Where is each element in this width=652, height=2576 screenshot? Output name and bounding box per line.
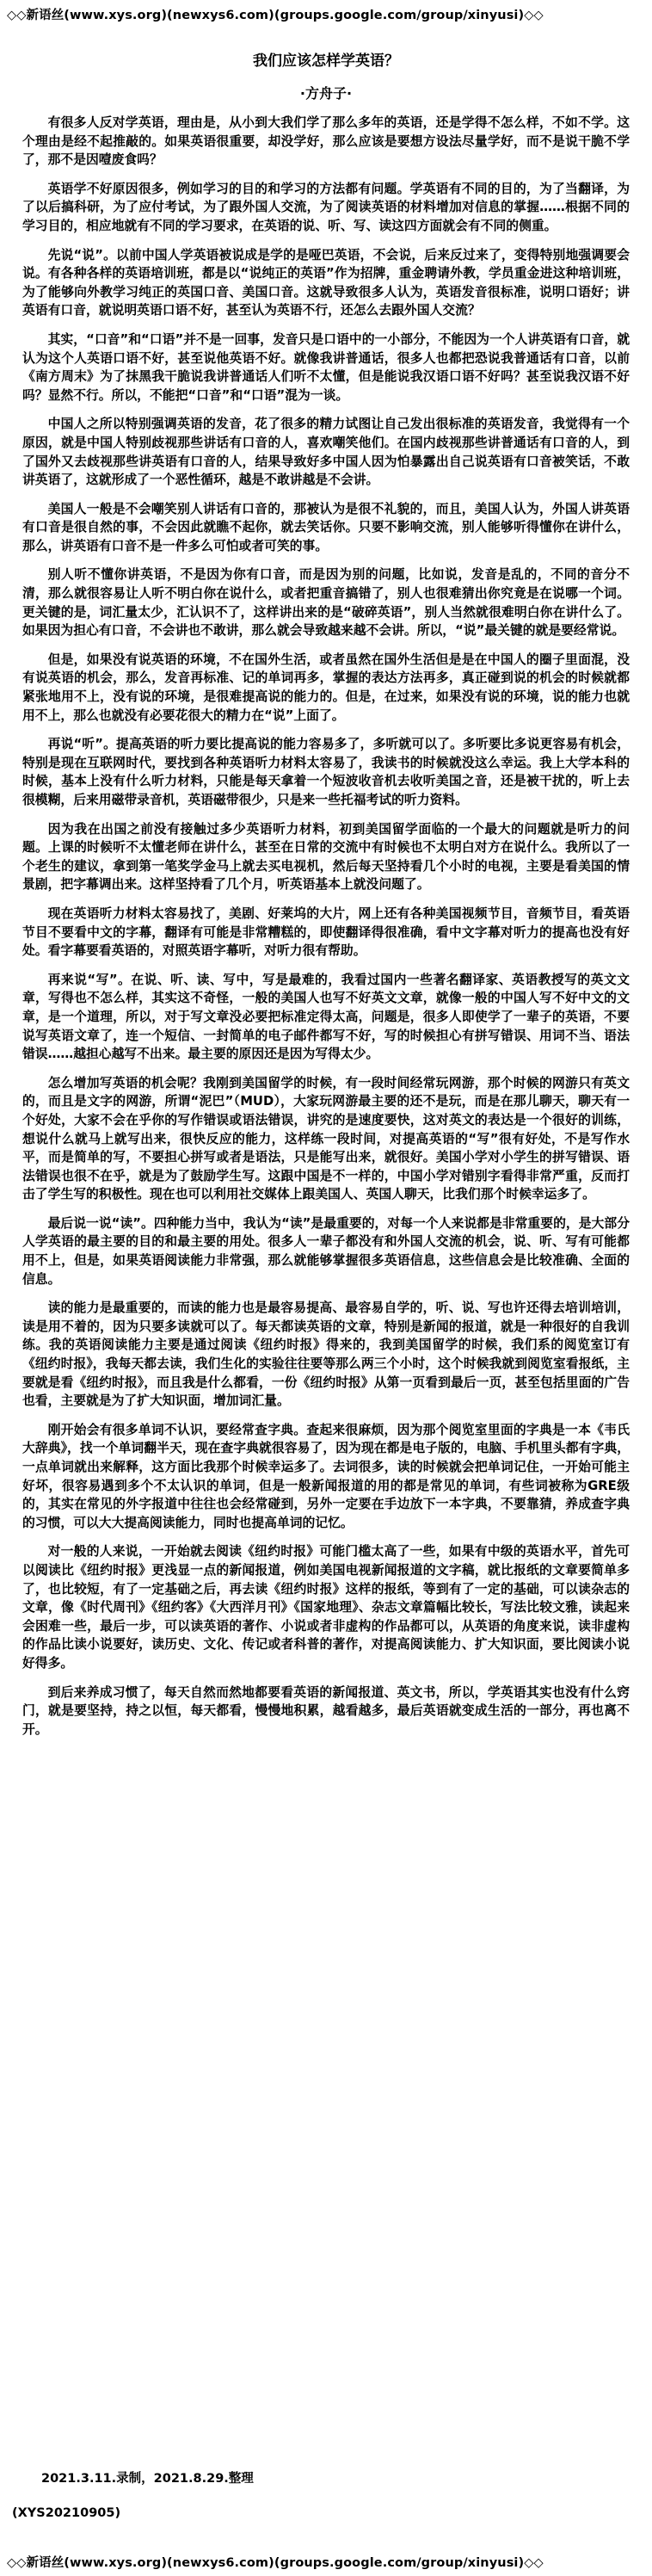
paragraph: 中国人之所以特别强调英语的发音，花了很多的精力试图让自己发出很标准的英语发音，我觉得有一个原因，就是中国人特别歧视那些讲话有口音的人，喜欢嘲笑他们。在国内歧视那些讲普通话有口音的人，到了国外又去歧视那些讲英语有口音的人，结果导致好多中国人因为怕暴露出自己说英语有口音被笑话，不敢讲英语了，这就形成了一个恶性循环，越是不敢讲越是不会讲。	[22, 417, 630, 488]
paragraph: 刚开始会有很多单词不认识，要经常查字典。查起来很麻烦，因为那个阅览室里面的字典是一本《韦氏大辞典》，找一个单词翻半天，现在查字典就很容易了，因为现在都是电子版的，电脑、手机里头都有字典，一点单词就出来解释，这方面比我那个时候幸运多了。去词很多，读的时候就会把单词记住，一开始可能主好坏，很容易遇到多个不太认识的单词，但是一般新闻报道的用的都是常见的单词，有些词被称为GRE级的，其实在常见的外字报道中往往也会经常碰到，另外一定要在手边放下一本字典，不要靠猜，养成查字典的习惯，可以大大提高阅读能力，同时也提高单词的记忆。	[22, 1422, 630, 1530]
paragraph: 有很多人反对学英语，理由是，从小到大我们学了那么多年的英语，还是学得不怎么样，不如不学。这个理由是经不起推敲的。如果英语很重要，却没学好，那么应该是要想方设法尽量学好，而不是说干脆不学了，那不是因噎废食吗？	[22, 115, 630, 168]
paragraph: 读的能力是最重要的，而读的能力也是最容易提高、最容易自学的，听、说、写也许还得去培训培训，读是用不着的，因为只要多读就可以了。每天都读英语的文章，特别是新闻的报道，就是一种很好的自我训练。我的英语阅读能力主要是通过阅读《纽约时报》得来的，我到美国留学的时候，我们系的阅览室订有《纽约时报》，我每天都去读，我们生化的实验往往要等那么两三个小时，这个时候我就到阅览室看报纸，主要就是看《纽约时报》，而且我是什么都看，一份《纽约时报》从第一页看到最后一页，甚至包括里面的广告也看，主要就是为了扩大知识面，增加词汇量。	[22, 1300, 630, 1409]
site-header: ◇◇新语丝(www.xys.org)(newxys6.com)(groups.google.com/group/xinyusi)◇◇	[7, 9, 544, 22]
article-body	[22, 114, 630, 1749]
paragraph: 别人听不懂你讲英语，不是因为你有口音，而是因为别的问题，比如说，发音是乱的，不同的音分不清，那么就很容易让人听不明白你在说什么，或者把重音搞错了，别人也很难猜出你究竟是在说哪一个词。更关键的是，词汇量太少，汇认识不了，这样讲出来的是“破碎英语”，别人当然就很难明白你在讲什么了。如果因为担心有口音，不会讲也不敢讲，那么就会导致越来越不会讲。所以，“说”最关键的就是要经常说。	[22, 567, 630, 639]
paragraph: 怎么增加写英语的机会呢？我刚到美国留学的时候，有一段时间经常玩网游，那个时候的网游只有英文的，而且是文字的网游，所谓“泥巴”（MUD），大家玩网游最主要的还不是玩，而是在那儿聊天，聊天有一个好处，大家不会在乎你的写作错误或语法错误，讲究的是速度要快，这对英文的表达是一个很好的训练，想说什么就马上就写出来，很快反应的能力，这样练一段时间，对提高英语的“写”很有好处，不是写作水平，而是简单的写，不要担心拼写或者是语法，只是能写出来，就很好。美国小学对小学生的拼写错误、语法错误也很不在乎，就是为了鼓励学生写。这跟中国是不一样的，中国小学对错别字看得非常严重，反而打击了学生写的积极性。现在也可以利用社交媒体上跟美国人、英国人聊天，比我们那个时候幸运多了。	[22, 1075, 630, 1202]
paragraph: 但是，如果没有说英语的环境，不在国外生活，或者虽然在国外生活但是是在中国人的圈子里面混，没有说英语的机会，那么，发音再标准、记的单词再多，掌握的表达方法再多，真正碰到说的机会的时候就都紧张地用不上，没有说的环境，是很难提高说的能力的。但是，在过来，如果没有说的环境，说的能力也就用不上，那么也就没有必要花很大的精力在“说”上面了。	[22, 652, 630, 723]
paragraph: 其实，“口音”和“口语”并不是一回事，发音只是口语中的一小部分，不能因为一个人讲英语有口音，就认为这个人英语口语不好，甚至说他英语不好。就像我讲普通话，很多人也都把恐说我普通话有口音，以前《南方周末》为了抹黑我干脆说我讲普通话人们听不太懂，但是能说我汉语口语不好吗？甚至说我汉语不好吗？显然不行。所以，不能把“口音”和“口语”混为一谈。	[22, 331, 630, 403]
paragraph: 英语学不好原因很多，例如学习的目的和学习的方法都有问题。学英语有不同的目的，为了当翻译，为了以后搞科研，为了应付考试，为了跟外国人交流，为了阅读英语的材料增加对信息的掌握……根据不同的学习目的，相应地就有不同的学习要求，在英语的说、听、写、读这四方面就会有不同的侧重。	[22, 181, 630, 233]
article-author: ·方舟子·	[299, 85, 353, 102]
paragraph: 再来说“写”。在说、听、读、写中，写是最难的，我看过国内一些著名翻译家、英语教授写的英文文章，写得也不怎么样，其实这不奇怪，一般的美国人也写不好英文文章，就像一般的中国人写不好中文的文章，是一个道理，所以，对于写文章没必要把标准定得太高，问题是，很多人即使学了一辈子的英语，不要说写英语文章了，连一个短信、一封简单的电子邮件都写不好，写的时候担心有拼写错误、用词不当、语法错误……越担心越写不出来。最主要的原因还是因为写得太少。	[22, 972, 630, 1062]
article-title: 我们应该怎样学英语？	[253, 53, 399, 70]
paragraph: 对一般的人来说，一开始就去阅读《纽约时报》可能门槛太高了一些，如果有中级的英语水平，首先可以阅读比《纽约时报》更浅显一点的新闻报道，例如美国电视新闻报道的文字稿，就比报纸的文章要简单多了，也比较短，有了一定基础之后，再去读《纽约时报》这样的报纸，等到有了一定的基础，可以读杂志的文章，像《时代周刊》《纽约客》《大西洋月刊》《国家地理》、杂志文章篇幅比较长，写法比较文雅，读起来会困难一些，最后一步，可以读英语的著作、小说或者非虚构的作品都可以，从英语的角度来说，读非虚构的作品比读小说要好，读历史、文化、传记或者科普的著作，对提高阅读能力、扩大知识面，要比阅读小说好得多。	[22, 1544, 630, 1671]
paragraph: 现在英语听力材料太容易找了，美剧、好莱坞的大片，网上还有各种美国视频节目，音频节目，看英语节目不要看中文的字幕，翻译有可能是非常糟糕的，即使翻译得很准确，看中文字幕对听力的提高也没有好处。看字幕要看英语的，对照英语字幕听，对听力很有帮助。	[22, 905, 630, 959]
paragraph: 到后来养成习惯了，每天自然而然地都要看英语的新闻报道、英文书，所以，学英语其实也没有什么窍门，就是要坚持，持之以恒，每天都看，慢慢地积累，越看越多，最后英语就变成生活的一部分，再也离不开。	[22, 1684, 630, 1737]
paragraph: 最后说一说“读”。四种能力当中，我认为“读”是最重要的，对每一个人来说都是非常重要的，是大部分人学英语的最主要的目的和最主要的用处。很多人一辈子都没有和外国人交流的机会，说、听、写有可能都用不上，但是，如果英语阅读能力非常强，那么就能够掌握很多英语信息，这些信息会是比较准确、全面的信息。	[22, 1215, 630, 1287]
paragraph: 先说“说”。以前中国人学英语被说成是学的是哑巴英语，不会说，后来反过来了，变得特别地强调要会说。有各种各样的英语培训班，都是以“说纯正的英语”作为招牌，重金聘请外教，学员重金进这种培训班，为了能够向外教学习纯正的英国口音、美国口音。这就导致很多人认为，英语发音很标准，说明口语好；讲英语有口音，就说明英语口语不好，甚至认为英语不行，还怎么去跟外国人交流？	[22, 247, 630, 318]
site-footer: ◇◇新语丝(www.xys.org)(newxys6.com)(groups.google.com/group/xinyusi)◇◇	[7, 2556, 544, 2570]
paragraph: 因为我在出国之前没有接触过多少英语听力材料，初到美国留学面临的一个最大的问题就是听力的问题。上课的时候听不太懂老师在讲什么，甚至在日常的交流中有时候也不太明白对方在说什么。我所以了一个老生的建议，拿到第一笔奖学金马上就去买电视机，然后每天坚持看几个小时的电视，主要是看美国的情景剧，把字幕调出来。这样坚持看了几个月，听英语基本上就没问题了。	[22, 821, 630, 893]
paragraph: 再说“听”。提高英语的听力要比提高说的能力容易多了，多听就可以了。多听要比多说更容易有机会，特别是现在互联网时代，要找到各种英语听力材料太容易了，我读书的时候就没这么幸运。我上大学本科的时候，基本上没有什么听力材料，只能是每天拿着一个短波收音机去收听美国之音，还是被干扰的，听上去很模糊，后来用磁带录音机，英语磁带很少，只是来一些托福考试的听力资料。	[22, 737, 630, 807]
record-date: 2021.3.11.录制，2021.8.29.整理	[41, 2472, 254, 2486]
paragraph: 美国人一般是不会嘲笑别人讲话有口音的，那被认为是很不礼貌的，而且，美国人认为，外国人讲英语有口音是很自然的事，不会因此就瞧不起你，就去笑话你。只要不影响交流，别人能够听得懂你在讲什么，那么，讲英语有口音不是一件多么可怕或者可笑的事。	[22, 501, 630, 553]
article-code: (XYS20210905)	[12, 2506, 121, 2520]
